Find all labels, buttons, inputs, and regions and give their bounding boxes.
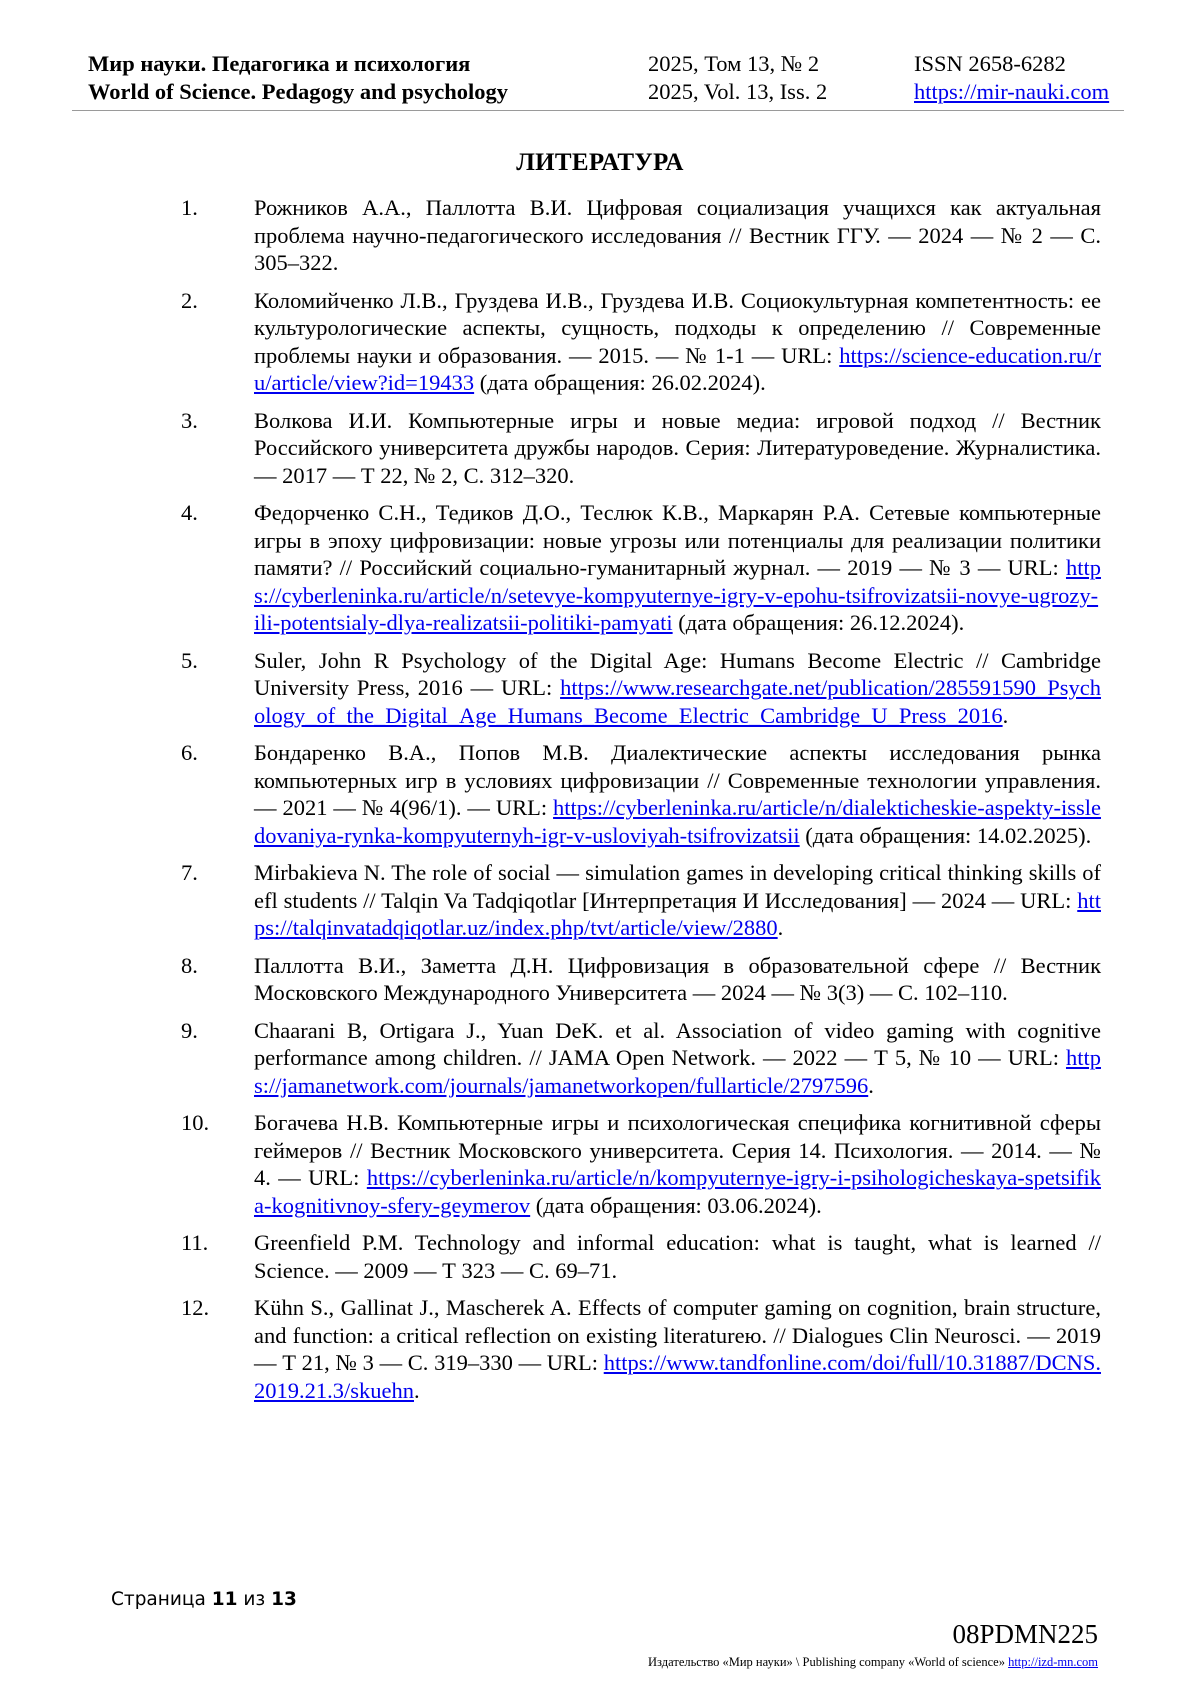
reference-text bbox=[254, 1229, 1101, 1284]
reference-number: 12. bbox=[181, 1295, 210, 1320]
reference-url-link[interactable]: https://cyberleninka.ru/article/n/setevye-kompyuternye-igry-v-epohu-tsifrovizatsii-novye-ugrozy-ili-potentsialy-dlya-realizatsii-politiki-pamyati bbox=[254, 555, 1101, 635]
reference-citation: Рожников А.А., Паллотта В.И. Цифровая социализация учащихся как актуальная проблема научно-педагогического исследования // Вестник ГГУ. — 2024 — № 2 — С. 305–322. bbox=[254, 195, 1101, 275]
issue-en: 2025, Vol. 13, Iss. 2 bbox=[648, 79, 828, 104]
reference-url-link[interactable]: https://talqinvatadqiqotlar.uz/index.php/tvt/article/view/2880 bbox=[254, 887, 1101, 940]
journal-header bbox=[88, 50, 1120, 110]
reference-url-link[interactable]: https://www.tandfonline.com/doi/full/10.31887/DCNS.2019.21.3/skuehn bbox=[254, 1350, 1101, 1403]
reference-item bbox=[181, 407, 1101, 490]
reference-item bbox=[181, 287, 1101, 397]
journal-site-link[interactable]: https://mir-nauki.com bbox=[914, 79, 1110, 104]
reference-number: 2. bbox=[181, 287, 198, 313]
journal-title-en: World of Science. Pedagogy and psychology bbox=[88, 79, 509, 104]
publisher-line bbox=[648, 1654, 1098, 1670]
reference-text bbox=[254, 647, 1101, 730]
reference-citation: Suler, John R Psychology of the Digital Age: Humans Become Electric // Cambridge University Press, 2016 — URL: bbox=[254, 647, 1101, 700]
reference-number: 10. bbox=[181, 1110, 210, 1135]
reference-citation: Бондаренко В.А., Попов М.В. Диалектические аспекты исследования рынка компьютерных игр в условиях цифровизации // Современные технологии управления. — 2021 — № 4(96/1). — URL: bbox=[254, 740, 1101, 820]
reference-text bbox=[254, 859, 1101, 942]
reference-text bbox=[254, 194, 1101, 277]
reference-number: 11. bbox=[181, 1230, 209, 1255]
reference-url-link[interactable]: https://cyberleninka.ru/article/n/dialekticheskie-aspekty-issledovaniya-rynka-kompyuternyh-igr-v-usloviyah-tsifrovizatsii bbox=[254, 795, 1101, 848]
reference-text bbox=[254, 1017, 1101, 1100]
reference-access-note: . bbox=[868, 1072, 874, 1098]
reference-access-note: . bbox=[1002, 702, 1009, 728]
reference-list bbox=[181, 194, 1101, 1414]
reference-citation: Mirbakieva N. The role of social — simulation games in developing critical thinking skills of efl students // Talqin Va Tadqiqotlar [Интерпретация И Исследования] — 2024 — URL: bbox=[254, 860, 1101, 913]
reference-number: 3. bbox=[181, 407, 198, 433]
reference-url-link[interactable]: https://cyberleninka.ru/article/n/kompyuternye-igry-i-psihologicheskaya-spetsifika-kognitivnoy-sfery-geymerov bbox=[254, 1165, 1101, 1218]
reference-access-note: . bbox=[414, 1377, 420, 1403]
reference-text bbox=[254, 739, 1101, 849]
reference-text bbox=[254, 1109, 1101, 1219]
section-title: ЛИТЕРАТУРА bbox=[516, 149, 684, 176]
reference-item bbox=[181, 859, 1101, 942]
reference-text bbox=[254, 499, 1101, 637]
reference-access-note: . bbox=[777, 915, 784, 940]
reference-item bbox=[181, 499, 1101, 637]
reference-citation: Федорченко С.Н., Тедиков Д.О., Теслюк К.В., Маркарян Р.А. Сетевые компьютерные игры в эпоху цифровизации: новые угрозы или потенциалы для реализации политики памяти? // Российский социально-гуманитарный журнал. — 2019 — № 3 — URL: bbox=[254, 500, 1101, 580]
reference-number: 7. bbox=[181, 860, 198, 885]
reference-text bbox=[254, 952, 1101, 1007]
issue-ru: 2025, Том 13, № 2 bbox=[648, 51, 820, 76]
reference-text bbox=[254, 287, 1101, 397]
page-of-word: из bbox=[243, 1589, 266, 1610]
page-word: Страница bbox=[111, 1589, 206, 1610]
reference-item bbox=[181, 952, 1101, 1007]
reference-citation: Коломийченко Л.В., Груздева И.В., Груздева И.В. Социокультурная компетентность: ее культурологические аспекты, сущность, подходы к определению // Современные проблемы науки и образования. — 2015. — № 1-1 — URL: bbox=[254, 287, 1101, 368]
reference-access-note: (дата обращения: 26.12.2024). bbox=[672, 610, 965, 635]
issn: ISSN 2658-6282 bbox=[914, 51, 1066, 76]
reference-item bbox=[181, 739, 1101, 849]
reference-item bbox=[181, 1109, 1101, 1219]
issue-block bbox=[648, 50, 827, 106]
reference-citation: Kühn S., Gallinat J., Mascherek A. Effects of computer gaming on cognition, brain structure, and function: a critical reflection on existing literatureю. // Dialogues Clin Neurosci. — 2019 — Т 21, № 3 — С. 319–330 — URL: bbox=[254, 1295, 1101, 1375]
reference-access-note: (дата обращения: 03.06.2024). bbox=[530, 1192, 822, 1218]
reference-citation: Богачева Н.В. Компьютерные игры и психологическая специфика когнитивной сферы геймеров // Вестник Московского университета. Серия 14. Психология. — 2014. — № 4. — URL: bbox=[254, 1110, 1101, 1190]
reference-number: 4. bbox=[181, 500, 198, 525]
journal-title-block bbox=[88, 50, 508, 106]
reference-url-link[interactable]: https://www.researchgate.net/publication/285591590_Psychology_of_the_Digital_Age_Humans_Become_Electric_Cambridge_U_Press_2016 bbox=[254, 675, 1101, 728]
reference-number: 6. bbox=[181, 740, 198, 765]
reference-citation: Greenfield P.M. Technology and informal education: what is taught, what is learned // Science. — 2009 — Т 323 — С. 69–71. bbox=[254, 1230, 1101, 1283]
reference-item bbox=[181, 1017, 1101, 1100]
reference-url-link[interactable]: https://jamanetwork.com/journals/jamanetworkopen/fullarticle/2797596 bbox=[254, 1045, 1101, 1098]
reference-text bbox=[254, 407, 1101, 490]
publisher-link[interactable]: http://izd-mn.com bbox=[1008, 1655, 1098, 1669]
reference-item bbox=[181, 647, 1101, 730]
page-total: 13 bbox=[271, 1589, 297, 1610]
reference-access-note: (дата обращения: 14.02.2025). bbox=[799, 822, 1092, 848]
reference-number: 1. bbox=[181, 195, 198, 220]
journal-title-ru: Мир науки. Педагогика и психология bbox=[88, 51, 471, 76]
publisher-text: Издательство «Мир науки» \ Publishing company «World of science» bbox=[648, 1655, 1009, 1669]
reference-text bbox=[254, 1294, 1101, 1404]
reference-citation: Chaarani B, Ortigara J., Yuan DeK. et al. Association of video gaming with cognitive performance among children. // JAMA Open Network. — 2022 — Т 5, № 10 — URL: bbox=[254, 1017, 1101, 1070]
reference-url-link[interactable]: https://science-education.ru/ru/article/view?id=19433 bbox=[254, 342, 1101, 395]
reference-number: 5. bbox=[181, 647, 198, 673]
reference-number: 9. bbox=[181, 1017, 198, 1043]
article-code: 08PDMN225 bbox=[952, 1619, 1098, 1649]
reference-item bbox=[181, 194, 1101, 277]
header-divider bbox=[72, 110, 1124, 111]
reference-number: 8. bbox=[181, 952, 198, 978]
reference-item bbox=[181, 1229, 1101, 1284]
page-counter bbox=[111, 1588, 297, 1612]
reference-citation: Паллотта В.И., Заметта Д.Н. Цифровизация в образовательной сфере // Вестник Московского Международного Университета — 2024 — № 3(3) — С. 102–110. bbox=[254, 952, 1101, 1005]
reference-citation: Волкова И.И. Компьютерные игры и новые медиа: игровой подход // Вестник Российского университета дружбы народов. Серия: Литературоведение. Журналистика. — 2017 — Т 22, № 2, С. 312–320. bbox=[254, 407, 1101, 488]
page-current: 11 bbox=[211, 1589, 238, 1610]
reference-access-note: (дата обращения: 26.02.2024). bbox=[474, 370, 766, 395]
reference-item bbox=[181, 1294, 1101, 1404]
issn-block bbox=[914, 50, 1109, 106]
